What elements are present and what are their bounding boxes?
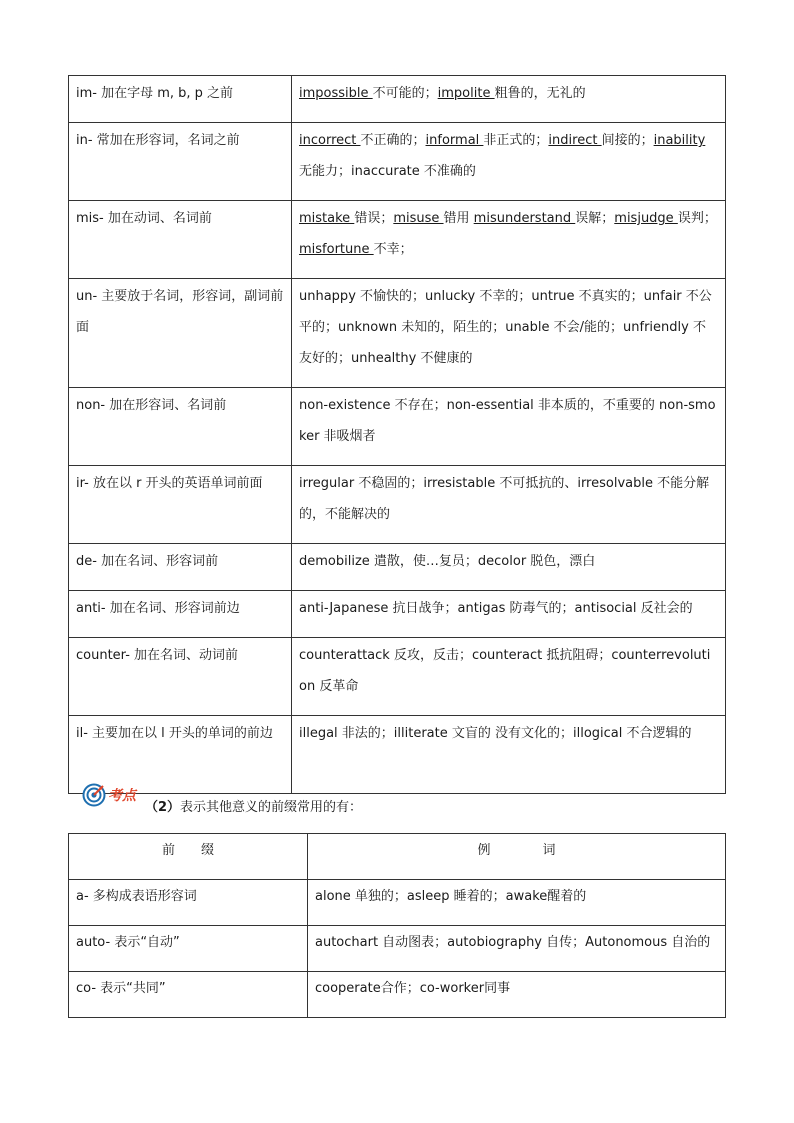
example-text: 非正式的； [483,133,549,148]
table-header-row [69,834,726,880]
table-row [69,466,726,544]
example-text: anti-Japanese 抗日战争；antigas 防毒气的；antisocial 反社会的 [299,601,693,616]
example-text: irregular 不稳固的；irresistable 不可抵抗的、irresolvable 不能分解的，不能解决的 [299,476,710,522]
examples-cell: autochart 自动图表；autobiography 自传；Autonomous 自治的 [308,926,726,972]
example-text: counterattack 反攻，反击；counteract 抵抗阻碍；counterrevolution 反革命 [299,648,711,694]
prefix-cell: auto- 表示“自动” [69,926,308,972]
example-text: 无能力；inaccurate 不准确的 [299,164,476,179]
section-number: （2） [145,800,181,815]
example-word: mistake [299,211,355,226]
example-word: inability [653,133,706,148]
example-text: 不正确的； [360,133,426,148]
prefix-cell: mis- 加在动词、名词前 [69,201,292,279]
example-word: incorrect [299,133,361,148]
examples-cell [292,201,726,279]
example-text: demobilize 遣散，使…复员；decolor 脱色，漂白 [299,554,596,569]
example-text: non-existence 不存在；non-essential 非本质的，不重要的 non-smoker 非吸烟者 [299,398,716,444]
example-word: misunderstand [473,211,576,226]
prefix-cell: ir- 放在以 r 开头的英语单词前面 [69,466,292,544]
example-text: 错用 [443,211,474,226]
prefix-cell: a- 多构成表语形容词 [69,880,308,926]
table-row [69,279,726,388]
table-row [69,716,726,794]
table-row [69,388,726,466]
section-heading [145,798,362,818]
example-text: 不可能的； [372,86,438,101]
table-row [69,926,726,972]
example-text: 误判； [677,211,717,226]
table-row [69,972,726,1018]
examples-cell [292,388,726,466]
table-row [69,123,726,201]
example-text: 误解； [575,211,615,226]
example-word: indirect [548,133,602,148]
example-text: 间接的； [601,133,654,148]
section-title: 表示其他意义的前缀常用的有： [180,800,363,815]
examples-cell [292,716,726,794]
examples-cell: cooperate合作；co-worker同事 [308,972,726,1018]
example-word: misuse [393,211,444,226]
example-word: impossible [299,86,373,101]
example-word: informal [425,133,484,148]
examples-cell [292,279,726,388]
prefix-cell: un- 主要放于名词，形容词，副词前面 [69,279,292,388]
table-row [69,544,726,591]
prefix-cell: counter- 加在名词、动词前 [69,638,292,716]
kaodian-badge [82,782,136,808]
example-word: impolite [437,86,495,101]
examples-cell: alone 单独的；asleep 睡着的；awake醒着的 [308,880,726,926]
example-word: misjudge [614,211,678,226]
prefix-cell: non- 加在形容词、名词前 [69,388,292,466]
prefix-cell: co- 表示“共同” [69,972,308,1018]
table-row [69,76,726,123]
kaodian-label: 考点 [108,788,136,804]
examples-cell [292,591,726,638]
table-row [69,880,726,926]
negative-prefix-table [68,75,726,794]
example-text: 不幸； [373,242,413,257]
prefix-cell: in- 常加在形容词，名词之前 [69,123,292,201]
example-text: illegal 非法的；illiterate 文盲的 没有文化的；illogical 不合逻辑的 [299,726,692,741]
examples-cell [292,544,726,591]
table-row [69,638,726,716]
prefix-cell: anti- 加在名词、形容词前边 [69,591,292,638]
target-icon [82,783,106,807]
other-prefix-table [68,833,726,1018]
examples-cell [292,466,726,544]
header-examples: 例 词 [308,834,726,880]
example-word: misfortune [299,242,374,257]
example-text: 粗鲁的，无礼的 [494,86,586,101]
prefix-cell: im- 加在字母 m, b, p 之前 [69,76,292,123]
header-prefix: 前 缀 [69,834,308,880]
table-row [69,591,726,638]
prefix-cell: il- 主要加在以 l 开头的单词的前边 [69,716,292,794]
example-text: unhappy 不愉快的；unlucky 不幸的；untrue 不真实的；unfair 不公平的；unknown 未知的，陌生的；unable 不会/能的；unfriendly 不友好的；unhealthy 不健康的 [299,289,712,366]
examples-cell [292,638,726,716]
examples-cell [292,123,726,201]
prefix-cell: de- 加在名词、形容词前 [69,544,292,591]
example-text: 错误； [354,211,394,226]
table-row [69,201,726,279]
examples-cell [292,76,726,123]
